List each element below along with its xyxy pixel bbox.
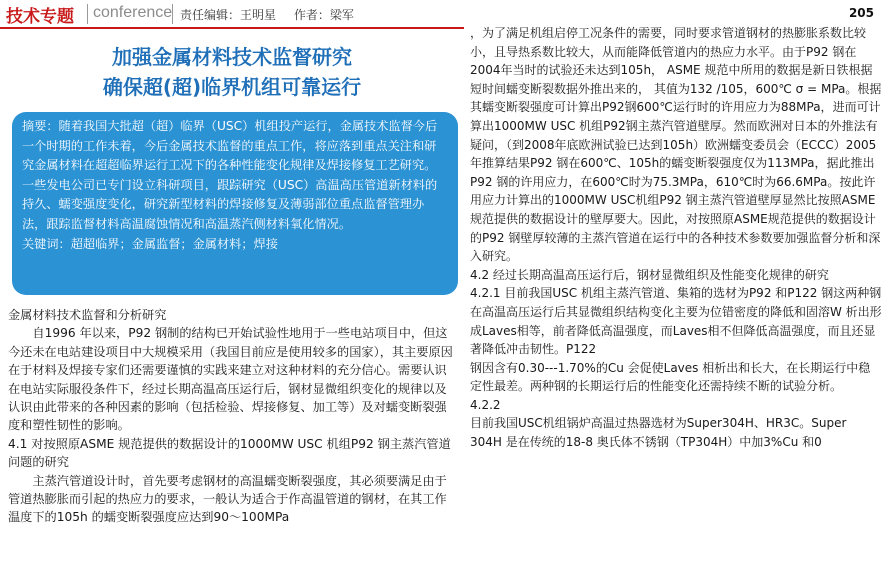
abstract-text: 摘要：随着我国大批超（超）临界（USC）机组投产运行，金属技术监督今后一个时期的工作未着，今后金属技术监督的重点工作，将应落到重点关注和研究金属材料在超超临界运行工况下的各种性能变化规律及焊接修复工艺研究。一些发电公司已专门设立科研项目，跟踪研究（USC）高温高压管道新材料的持久、蠕变强度变化，研究新型材料的焊接修复及薄弱部位重点监督管理办法，跟踪监督材料高温腐蚀情况和高温蒸汽侧材料氧化情况。 (22, 119, 438, 231)
subsection-heading: 4.2.2 (470, 397, 501, 412)
author-credit: 作者：梁军 (293, 8, 354, 22)
left-body (8, 306, 456, 527)
section-heading: 金属材料技术监督和分析研究 (8, 308, 167, 322)
title-line-2: 确保超(超)临界机组可靠运行 (102, 75, 362, 99)
header-divider (172, 4, 173, 24)
section-label: 技术专题 (6, 7, 74, 27)
subsection-heading: 4.2 经过长期高温高压运行后，钢材显微组织及性能变化规律的研究 (470, 267, 829, 282)
section-english-label: conference (93, 4, 173, 21)
body-paragraph: 自1996 年以来，P92 钢制的结构已开始试验性地用于一些电站项目中，但这今还未在电站建设项目中大规模采用（我国目前应是使用较多的国家），其主要原因在于材料及焊接专家们还需要谨慎的实践来建立对这种材料的充分信心。需要认识在电站实际服役条件下，经过长期高温高压运行后，钢材显微组织变化的规律以及认识由此带来的各种因素的影响（包括检验、焊接修复、加工等）及对蠕变断裂强度和塑性韧性的影响。 (8, 326, 453, 433)
page-number: 205 (848, 6, 874, 20)
body-paragraph: 4.2.1 目前我国USC 机组主蒸汽管道、集箱的选材为P92 和P122 钢这两种钢在高温高压运行后其显微组织结构变化主要为位错密度的降低和固溶W 析出形成Laves相等，前者降低高温强度，而Laves相不但降低高温强度，而且还显著降低冲击韧性。P122 (470, 286, 882, 357)
keywords: 关键词：超超临界；金属监督；金属材料；焊接 (22, 236, 278, 251)
credits (180, 6, 368, 23)
header-rule (0, 27, 464, 29)
abstract-box (12, 112, 458, 295)
body-paragraph: 主蒸汽管道设计时，首先要考虑钢材的高温蠕变断裂强度，其必须要满足由于管道热膨胀而引起的热应力的要求，一般认为适合于作高温管道的钢材，在其工作温度下的105h 的蠕变断裂强度应达到90～100MPa (8, 473, 447, 525)
body-paragraph: 钢因含有0.30---1.70%的Cu 会促使Laves 相析出和长大，在长期运行中稳定性最差。两种钢的长期运行后的性能变化还需持续不断的试验分析。 (470, 360, 871, 394)
body-paragraph: ，为了满足机组启停工况条件的需要，同时要求管道钢材的热膨胀系数比较小，且导热系数比较大，从而能降低管道内的热应力水平。由于P92 钢在2004年当时的试验还未达到105h， ASME 规范中所用的数据是新日铁根据短时间蠕变断裂数据外推出来的， 其值为132 /105，600℃ σ = MPa。根据其蠕变断裂强度可计算出P92钢600℃运行时的许用应力为88MPa，进而可计算出1000MW USC 机组P92钢主蒸汽管道壁厚。然而欧洲对日本的外推法有疑问，（到2008年底欧洲试验已达到105h）欧洲蠕变委员会（ECCC）2005年推算结果P92 钢在600℃、105h的蠕变断裂强度仅为113MPa，据此推出P92 钢的许用应力，在600℃时为75.3MPa，610℃时为66.6MPa。按此许用应力计算出的1000MW USC机组P92 钢主蒸汽管道壁厚显然比按照ASME规范提供的数据设计的壁厚要大。因此，对按照原ASME规范提供的数据设计的P92 钢壁厚较薄的主蒸汽管道在运行中的各种技术参数要加强监督分析和深入研究。 (470, 26, 882, 264)
subsection-heading: 4.1 对按照原ASME 规范提供的数据设计的1000MW USC 机组P92 钢主蒸汽管道问题的研究 (8, 436, 451, 470)
right-column (470, 24, 882, 452)
article-title (0, 42, 464, 102)
title-line-1: 加强金属材料技术监督研究 (112, 45, 352, 69)
body-paragraph: 目前我国USC机组锅炉高温过热器选材为Super304H、HR3C。Super 304H 是在传统的18-8 奥氏体不锈钢（TP304H）中加3%Cu 和0 (470, 416, 847, 450)
left-column (0, 30, 464, 588)
editor-credit: 责任编辑：王明星 (180, 8, 277, 22)
header-divider (87, 4, 88, 24)
